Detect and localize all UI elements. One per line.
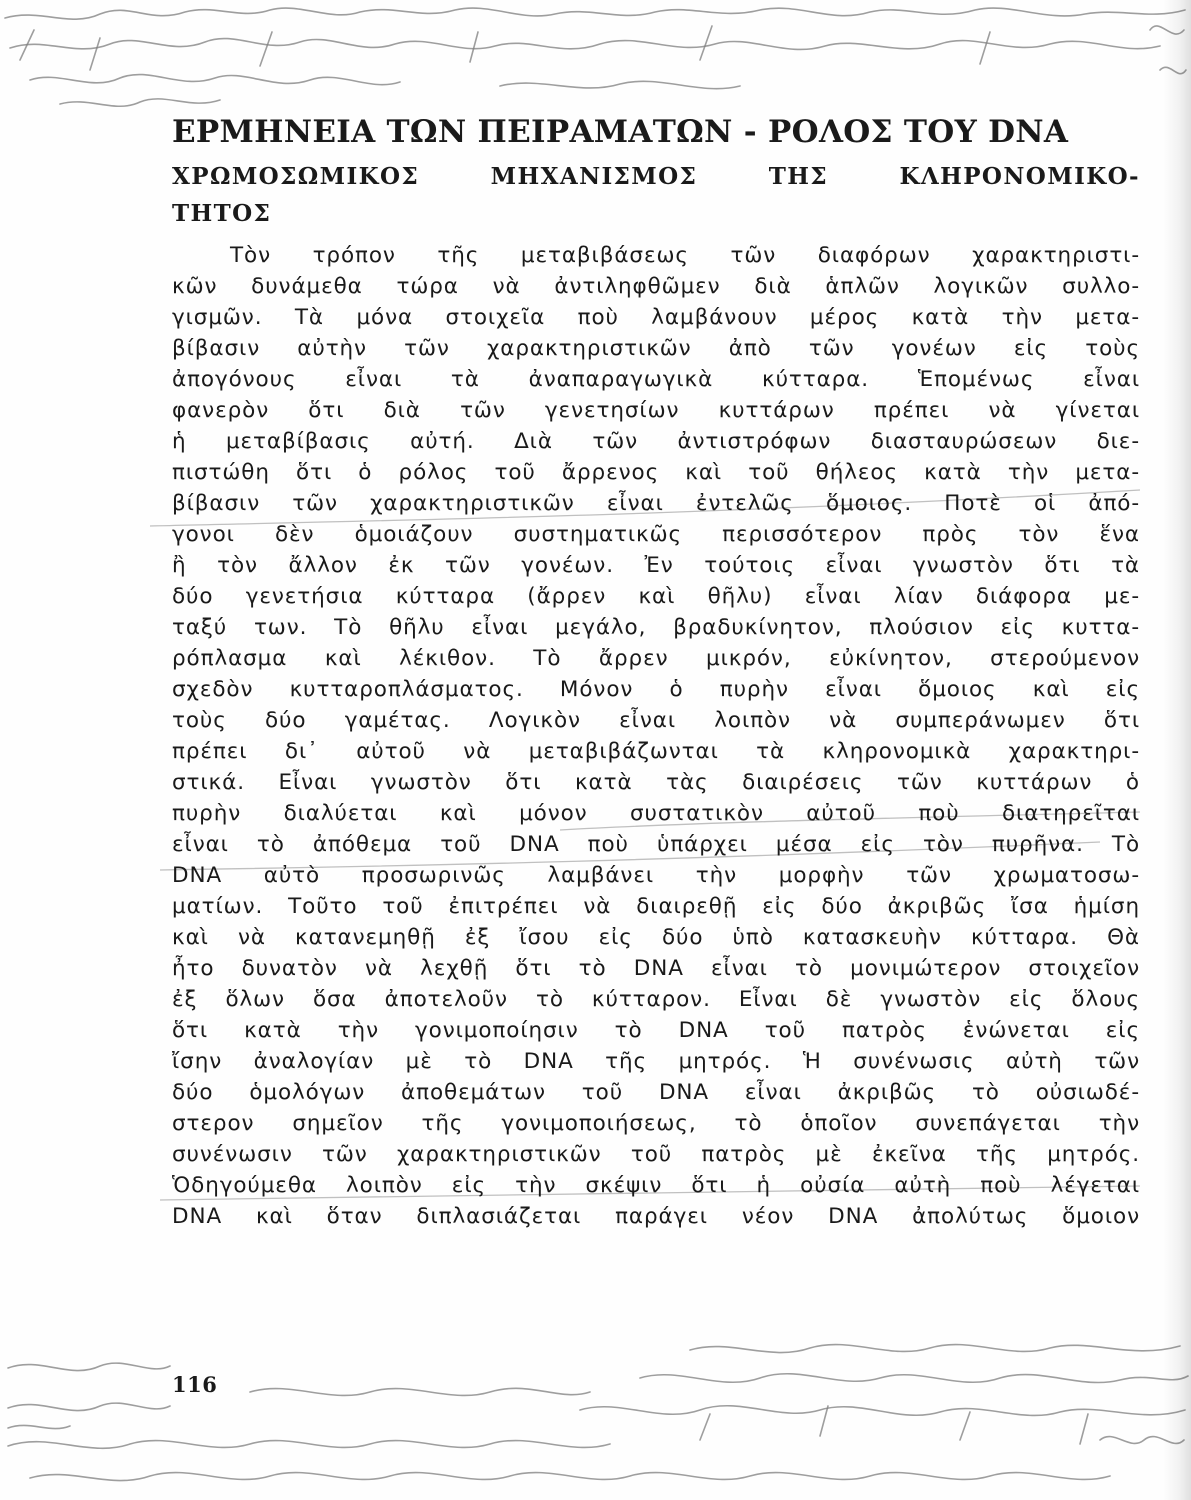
body-line: DNA αὐτὸ προσωρινῶς λαμβάνει τὴν μορφὴν τῶν χρωματοσω- (172, 863, 1140, 888)
body-line: ρόπλασμα καὶ λέκιθον. Τὸ ἄρρεν μικρόν, εὐκίνητον, στερούμενον (172, 646, 1140, 671)
body-line: δύο γενετήσια κύτταρα (ἄρρεν καὶ θῆλυ) εἶναι λίαν διάφορα με- (172, 584, 1140, 609)
body-line: δύο ὁμολόγων ἀποθεμάτων τοῦ DNA εἶναι ἀκριβῶς τὸ οὐσιωδέ- (172, 1080, 1140, 1105)
body-line: καὶ νὰ κατανεμηθῇ ἐξ ἴσου εἰς δύο ὑπὸ κατασκευὴν κύτταρα. Θὰ (172, 925, 1140, 950)
body-line: ὅτι κατὰ τὴν γονιμοποίησιν τὸ DNA τοῦ πατρὸς ἑνώνεται εἰς (172, 1018, 1140, 1043)
body-line: ματίων. Τοῦτο τοῦ ἐπιτρέπει νὰ διαιρεθῇ εἰς δύο ἀκριβῶς ἴσα ἡμίση (172, 894, 1140, 919)
body-line: πιστώθη ὅτι ὁ ρόλος τοῦ ἄρρενος καὶ τοῦ θήλεος κατὰ τὴν μετα- (172, 460, 1140, 485)
body-line: γισμῶν. Τὰ μόνα στοιχεῖα ποὺ λαμβάνουν μέρος κατὰ τὴν μετα- (172, 305, 1140, 330)
body-line: εἶναι τὸ ἀπόθεμα τοῦ DNA ποὺ ὑπάρχει μέσα εἰς τὸν πυρῆνα. Τὸ (172, 832, 1140, 857)
body-line: ταξύ των. Τὸ θῆλυ εἶναι μεγάλο, βραδυκίνητον, πλούσιον εἰς κυττα- (172, 615, 1140, 640)
body-line: DNA καὶ ὅταν διπλασιάζεται παράγει νέον DNA ἀπολύτως ὅμοιον (172, 1204, 1140, 1229)
chapter-title: ΕΡΜΗΝΕΙΑ ΤΩΝ ΠΕΙΡΑΜΑΤΩΝ - ΡΟΛΟΣ ΤΟΥ DNA (172, 114, 1069, 150)
body-line: ἢ τὸν ἄλλον ἐκ τῶν γονέων. Ἐν τούτοις εἶναι γνωστὸν ὅτι τὰ (172, 553, 1140, 578)
body-line: σχεδὸν κυτταροπλάσματος. Μόνον ὁ πυρὴν εἶναι ὅμοιος καὶ εἰς (172, 677, 1140, 702)
body-line: ἀπογόνους εἶναι τὰ ἀναπαραγωγικὰ κύτταρα. Ἑπομένως εἶναι (172, 367, 1140, 392)
body-line: ἦτο δυνατὸν νὰ λεχθῇ ὅτι τὸ DNA εἶναι τὸ μονιμώτερον στοιχεῖον (172, 956, 1140, 981)
page-edge-shadow (1163, 0, 1191, 1500)
body-line: στικά. Εἶναι γνωστὸν ὅτι κατὰ τὰς διαιρέσεις τῶν κυττάρων ὁ (172, 770, 1140, 795)
body-line: Ὁδηγούμεθα λοιπὸν εἰς τὴν σκέψιν ὅτι ἡ οὐσία αὐτὴ ποὺ λέγεται (172, 1173, 1140, 1198)
section-subtitle-line-1: ΧΡΩΜΟΣΩΜΙΚΟΣ ΜΗΧΑΝΙΣΜΟΣ ΤΗΣ ΚΛΗΡΟΝΟΜΙΚΟ- (172, 163, 1140, 190)
body-line: ἐξ ὅλων ὅσα ἀποτελοῦν τὸ κύτταρον. Εἶναι δὲ γνωστὸν εἰς ὅλους (172, 987, 1140, 1012)
body-line: Τὸν τρόπον τῆς μεταβιβάσεως τῶν διαφόρων χαρακτηριστι- (230, 243, 1140, 268)
page-content (172, 112, 1140, 1232)
body-line: συνένωσιν τῶν χαρακτηριστικῶν τοῦ πατρὸς μὲ ἐκεῖνα τῆς μητρός. (172, 1142, 1140, 1167)
body-line: ἴσην ἀναλογίαν μὲ τὸ DNA τῆς μητρός. Ἡ συνένωσις αὐτὴ τῶν (172, 1049, 1140, 1074)
body-line: τοὺς δύο γαμέτας. Λογικὸν εἶναι λοιπὸν νὰ συμπεράνωμεν ὅτι (172, 708, 1140, 733)
body-line: βίβασιν αὐτὴν τῶν χαρακτηριστικῶν ἀπὸ τῶν γονέων εἰς τοὺς (172, 336, 1140, 361)
body-line: βίβασιν τῶν χαρακτηριστικῶν εἶναι ἐντελῶς ὅμοιος. Ποτὲ οἱ ἀπό- (172, 491, 1140, 516)
body-line: φανερὸν ὅτι διὰ τῶν γενετησίων κυττάρων πρέπει νὰ γίνεται (172, 398, 1140, 423)
body-line: πρέπει δι᾽ αὐτοῦ νὰ μεταβιβάζωνται τὰ κληρονομικὰ χαρακτηρι- (172, 739, 1140, 764)
body-text (172, 240, 1140, 1232)
section-subtitle-line-2: ΤΗΤΟΣ (172, 200, 272, 227)
body-line: ἡ μεταβίβασις αὐτή. Διὰ τῶν ἀντιστρόφων διασταυρώσεων διε- (172, 429, 1140, 454)
body-line: πυρὴν διαλύεται καὶ μόνον συστατικὸν αὐτοῦ ποὺ διατηρεῖται (172, 801, 1140, 826)
body-line: γονοι δὲν ὁμοιάζουν συστηματικῶς περισσότερον πρὸς τὸν ἕνα (172, 522, 1140, 547)
body-line: στερον σημεῖον τῆς γονιμοποιήσεως, τὸ ὁποῖον συνεπάγεται τὴν (172, 1111, 1140, 1136)
body-line: κῶν δυνάμεθα τώρα νὰ ἀντιληφθῶμεν διὰ ἁπλῶν λογικῶν συλλο- (172, 274, 1140, 299)
page-number: 116 (172, 1372, 218, 1397)
